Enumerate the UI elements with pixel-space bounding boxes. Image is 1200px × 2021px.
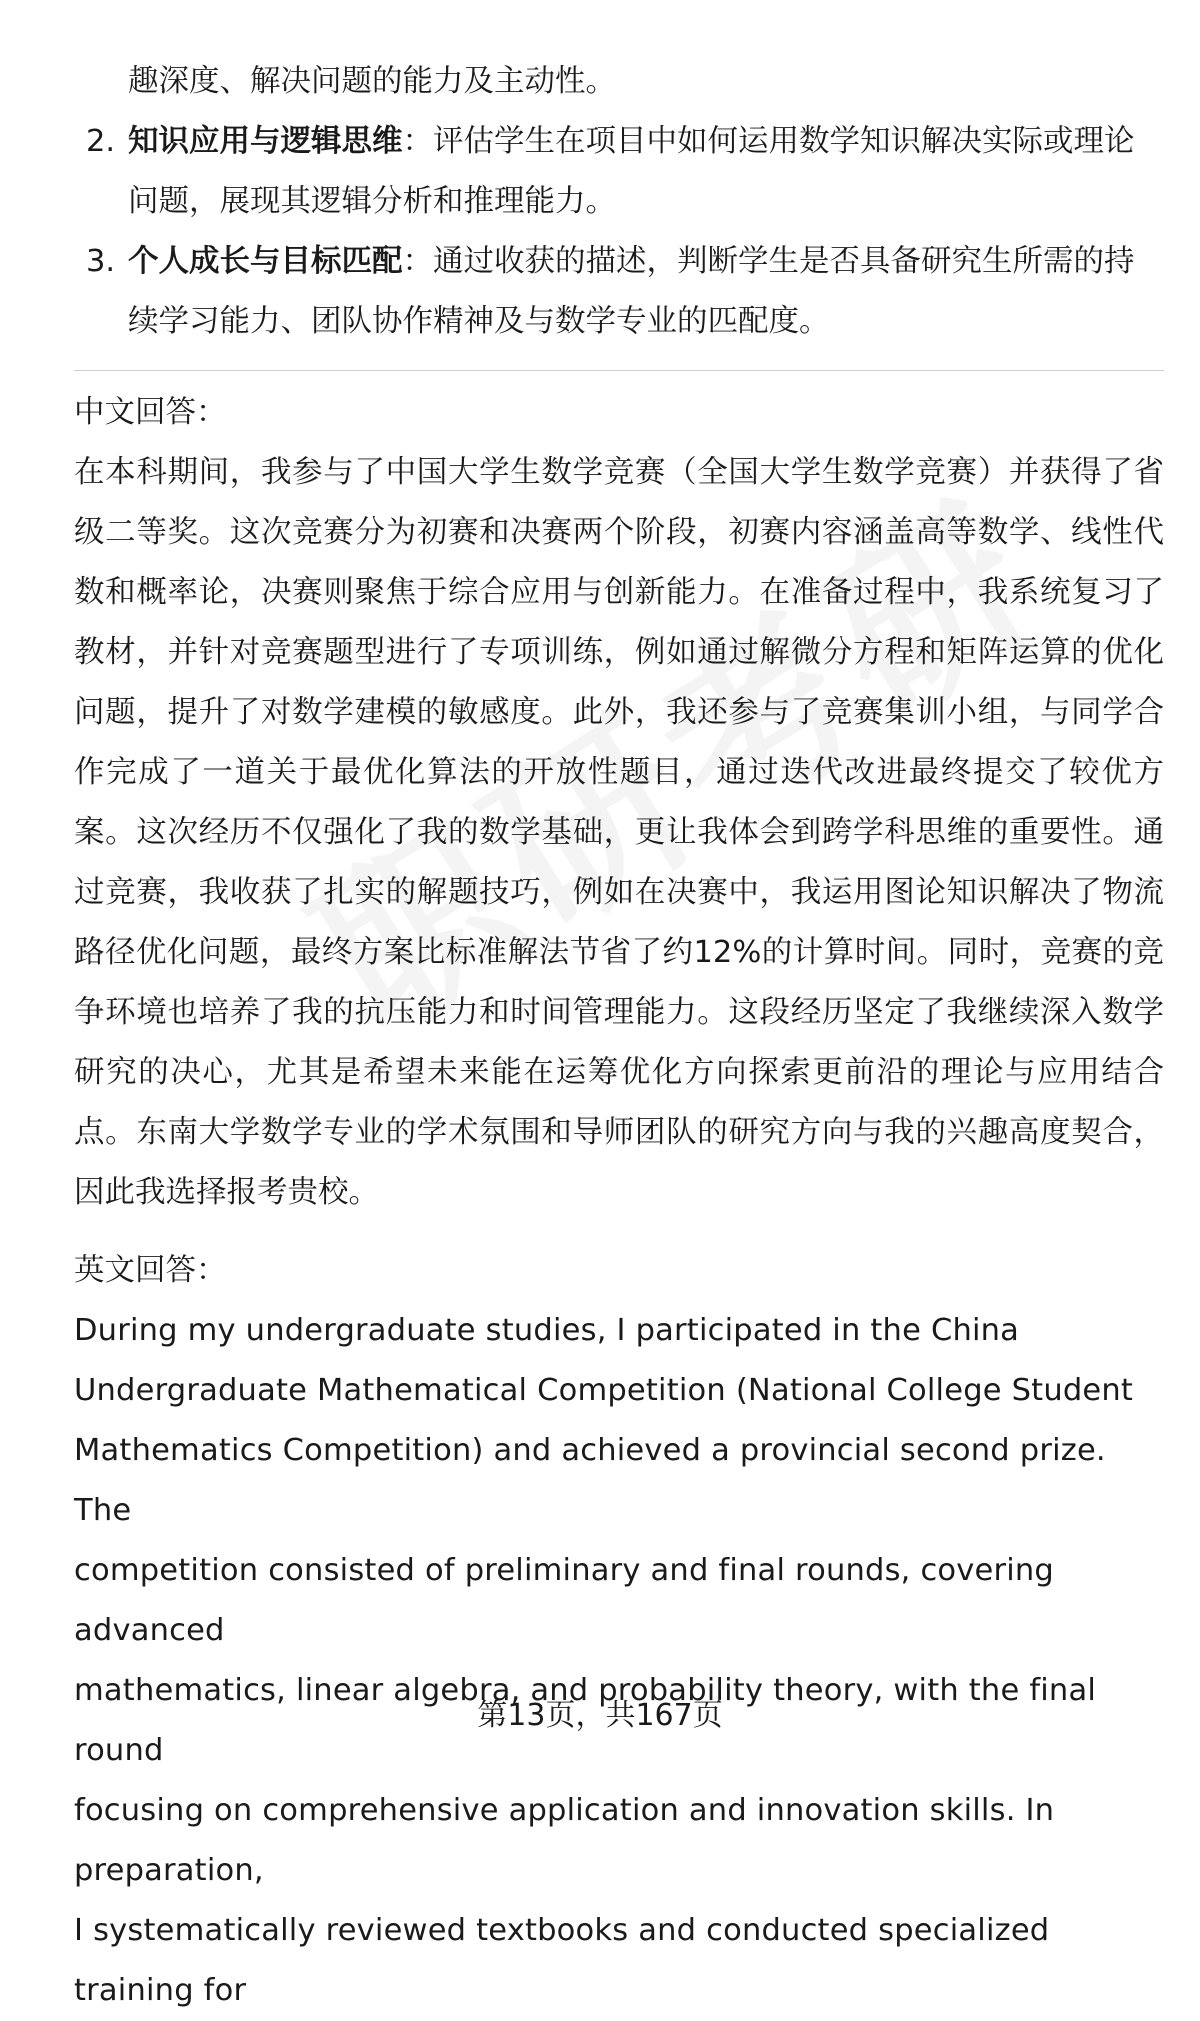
english-line: competition consisted of preliminary and final rounds, covering advanced [74,1553,1054,1648]
english-line: Undergraduate Mathematical Competition (National College Student [74,1373,1134,1408]
criteria-text: 评估学生在项目中如何运用数学知识解决实际或理论问题，展现其逻辑分析和推理能力。 [128,124,1135,219]
spacer [74,1223,1164,1241]
english-answer-label: 英文回答： [74,1253,227,1288]
chinese-answer-text: 在本科期间，我参与了中国大学生数学竞赛（全国大学生数学竞赛）并获得了省级二等奖。这次竞赛分为初赛和决赛两个阶段，初赛内容涵盖高等数学、线性代数和概率论，决赛则聚焦于综合应用与创新能力。在准备过程中，我系统复习了教材，并针对竞赛题型进行了专项训练，例如通过解微分方程和矩阵运算的优化问题，提升了对数学建模的敏感度。此外，我还参与了竞赛集训小组，与同学合作完成了一道关于最优化算法的开放性题目，通过迭代改进最终提交了较优方案。这次经历不仅强化了我的数学基础，更让我体会到跨学科思维的重要性。通过竞赛，我收获了扎实的解题技巧，例如在决赛中，我运用图论知识解决了物流路径优化问题，最终方案比标准解法节省了约12%的计算时间。同时，竞赛的竞争环境也培养了我的抗压能力和时间管理能力。这段经历坚定了我继续深入数学研究的决心，尤其是希望未来能在运筹优化方向探索更前沿的理论与应用结合点。东南大学数学专业的学术氛围和导师团队的研究方向与我的兴趣高度契合，因此我选择报考贵校。 [74,455,1164,1210]
criteria-term: 知识应用与逻辑思维 [128,124,403,159]
criteria-term: 个人成长与目标匹配 [128,244,403,279]
page-number: 第13页，共167页 [477,1698,723,1733]
section-divider [74,370,1164,371]
criteria-separator: ： [402,124,433,159]
english-line: Mathematics Competition) and achieved a provincial second prize. The [74,1433,1106,1528]
criteria-list [74,112,1164,352]
list-item [74,112,1164,232]
english-line: During my undergraduate studies, I participated in the China [74,1313,1020,1348]
english-line: I systematically reviewed textbooks and conducted specialized training for [74,1913,1050,2008]
list-number: 2. [86,124,116,159]
criteria-separator: ： [402,244,433,279]
chinese-answer-label: 中文回答： [74,395,227,430]
english-line: focusing on comprehensive application and innovation skills. In preparation, [74,1793,1055,1888]
list-number: 3. [86,244,116,279]
list-item [74,232,1164,352]
english-answer-text [74,1301,1164,2021]
english-line: mathematics, linear algebra, and probability theory, with the final round [74,1673,1097,1768]
intro-line: 趣深度、解决问题的能力及主动性。 [128,64,616,99]
criteria-text: 通过收获的描述，判断学生是否具备研究生所需的持续学习能力、团队协作精神及与数学专业的匹配度。 [128,244,1135,339]
